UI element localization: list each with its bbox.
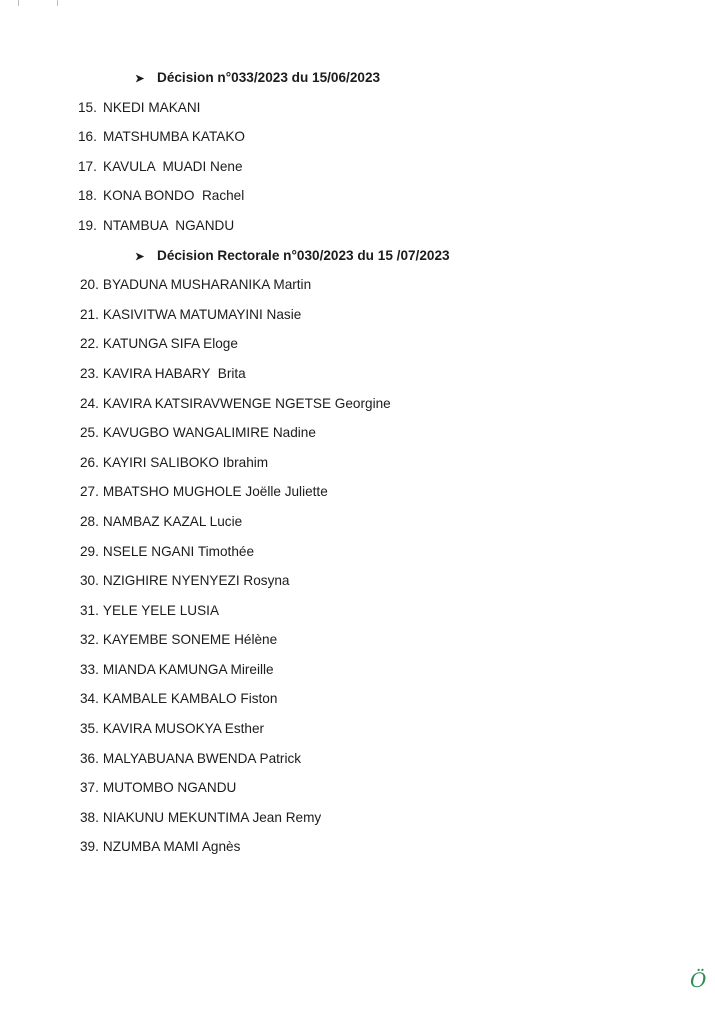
item-number: 19. [78,217,97,233]
item-number: 20. [80,277,99,293]
item-number: 26. [80,454,99,470]
item-number: 32. [80,632,99,648]
item-number: 30. [80,573,99,589]
item-number: 16. [78,129,97,145]
item-number: 18. [78,188,97,204]
item-number: 34. [80,691,99,707]
list-item [0,714,715,744]
section-heading [0,63,715,93]
item-name: KAMBALE KAMBALO Fiston [102,691,278,707]
document-body [0,63,715,862]
item-number: 37. [80,780,99,796]
item-name: KAYIRI SALIBOKO Ibrahim [102,454,269,470]
list-item [0,152,715,182]
item-number: 29. [80,543,99,559]
list-item [0,832,715,862]
item-name: NKEDI MAKANI [103,99,201,115]
list-item [0,655,715,685]
item-name: MATSHUMBA KATAKO [103,129,245,145]
heading-text: Décision n°033/2023 du 15/06/2023 [157,70,381,85]
item-name: KAVULA MUADI Nene [103,158,243,174]
list-item [0,537,715,567]
arrow-bullet-icon: ➤ [135,73,145,85]
list-item [0,300,715,330]
item-number: 33. [80,661,99,677]
list-item [0,803,715,833]
item-name: KAVIRA MUSOKYA Esther [102,721,265,737]
list-item [0,507,715,537]
item-number: 25. [80,425,99,441]
list-item [0,329,715,359]
list-item [0,744,715,774]
item-number: 39. [80,839,99,855]
list-item [0,477,715,507]
list-item [0,270,715,300]
item-number: 28. [80,513,99,529]
item-number: 38. [80,809,99,825]
item-number: 31. [80,602,99,618]
item-number: 23. [80,365,99,381]
item-name: MALYABUANA BWENDA Patrick [102,750,302,766]
list-item [0,684,715,714]
item-name: MBATSHO MUGHOLE Joëlle Juliette [102,484,328,500]
list-item [0,773,715,803]
item-name: KASIVITWA MATUMAYINI Nasie [102,306,302,322]
item-number: 17. [78,158,97,174]
item-number: 22. [80,336,99,352]
list-item [0,122,715,152]
item-name: KAVUGBO WANGALIMIRE Nadine [102,425,316,441]
item-number: 36. [80,750,99,766]
item-name: NZUMBA MAMI Agnès [102,839,241,855]
list-item [0,448,715,478]
list-item [0,359,715,389]
item-number: 35. [80,721,99,737]
item-name: KAVIRA HABARY Brita [102,365,246,381]
item-name: NTAMBUA NGANDU [103,217,235,233]
item-name: MUTOMBO NGANDU [102,780,237,796]
item-name: KAYEMBE SONEME Hélène [102,632,278,648]
item-name: NIAKUNU MEKUNTIMA Jean Remy [102,809,322,825]
item-number: 15. [78,99,97,115]
list-item [0,211,715,241]
item-number: 24. [80,395,99,411]
list-item [0,596,715,626]
list-item [0,93,715,123]
item-number: 21. [80,306,99,322]
item-name: NZIGHIRE NYENYEZI Rosyna [102,573,290,589]
item-name: BYADUNA MUSHARANIKA Martin [102,277,312,293]
scan-mark [18,0,19,6]
item-name: KATUNGA SIFA Eloge [102,336,238,352]
item-name: NSELE NGANI Timothée [102,543,255,559]
signature-stamp: Ö [690,968,707,992]
item-name: KAVIRA KATSIRAVWENGE NGETSE Georgine [102,395,391,411]
list-item [0,418,715,448]
item-name: YELE YELE LUSIA [102,602,220,618]
list-item [0,566,715,596]
list-item [0,389,715,419]
item-name: KONA BONDO Rachel [103,188,245,204]
item-name: MIANDA KAMUNGA Mireille [102,661,274,677]
list-item [0,181,715,211]
heading-text: Décision Rectorale n°030/2023 du 15 /07/2023 [157,247,450,263]
item-number: 27. [80,484,99,500]
arrow-bullet-icon: ➤ [135,250,145,263]
list-item [0,625,715,655]
scan-mark [57,0,58,6]
section-heading [0,241,715,271]
item-name: NAMBAZ KAZAL Lucie [102,513,243,529]
